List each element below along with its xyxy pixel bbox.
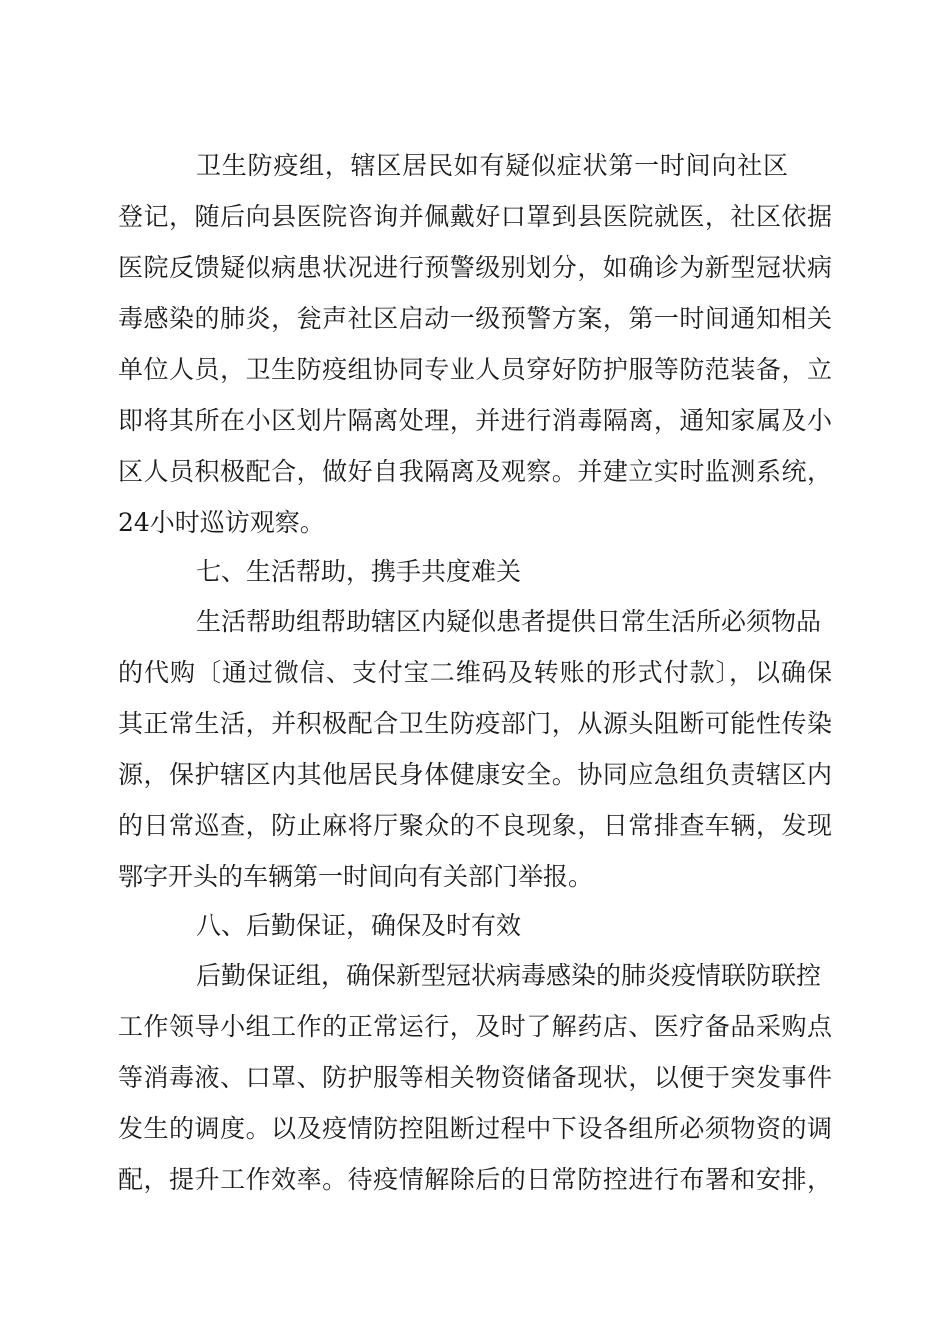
paragraph-line: 鄂字开头的车辆第一时间向有关部门举报。: [118, 862, 594, 891]
paragraph-line: 卫生防疫组，辖区居民如有疑似症状第一时间向社区: [196, 151, 788, 180]
section-heading: 八、后勤保证，确保及时有效: [196, 911, 522, 940]
paragraph-line: 登记，随后向县医院咨询并佩戴好口罩到县医院就医，社区依据: [118, 202, 832, 231]
paragraph-line: 的代购〔通过微信、支付宝二维码及转账的形式付款〕，以确保: [118, 658, 832, 687]
paragraph-line: 生活帮助组帮助辖区内疑似患者提供日常生活所必须物品: [196, 607, 822, 636]
paragraph-line: 医院反馈疑似病患状况进行预警级别划分，如确诊为新型冠状病: [118, 253, 832, 282]
paragraph-line: 即将其所在小区划片隔离处理，并进行消毒隔离，通知家属及小: [118, 406, 832, 435]
paragraph-line: 等消毒液、口罩、防护服等相关物资储备现状，以便于突发事件: [118, 1063, 832, 1092]
paragraph-line: 区人员积极配合，做好自我隔离及观察。并建立实时监测系统，: [118, 457, 832, 486]
paragraph-line: 毒感染的肺炎，瓮声社区启动一级预警方案，第一时间通知相关: [118, 304, 832, 333]
paragraph-line: 工作领导小组工作的正常运行，及时了解药店、医疗备品采购点: [118, 1012, 832, 1041]
paragraph-line: 配，提升工作效率。待疫情解除后的日常防控进行布署和安排，: [118, 1165, 832, 1194]
paragraph-line: 的日常巡查，防止麻将厅聚众的不良现象，日常排查车辆，发现: [118, 811, 832, 840]
paragraph-line: 其正常生活，并积极配合卫生防疫部门，从源头阻断可能性传染: [118, 709, 832, 738]
paragraph-line: 24小时巡访观察。: [118, 508, 325, 537]
paragraph-line: 发生的调度。以及疫情防控阻断过程中下设各组所必须物资的调: [118, 1114, 832, 1143]
paragraph-line: 源，保护辖区内其他居民身体健康安全。协同应急组负责辖区内: [118, 760, 832, 789]
section-heading: 七、生活帮助，携手共度难关: [196, 557, 522, 586]
paragraph-line: 单位人员，卫生防疫组协同专业人员穿好防护服等防范装备，立: [118, 355, 832, 384]
paragraph-line: 后勤保证组，确保新型冠状病毒感染的肺炎疫情联防联控: [196, 961, 822, 990]
